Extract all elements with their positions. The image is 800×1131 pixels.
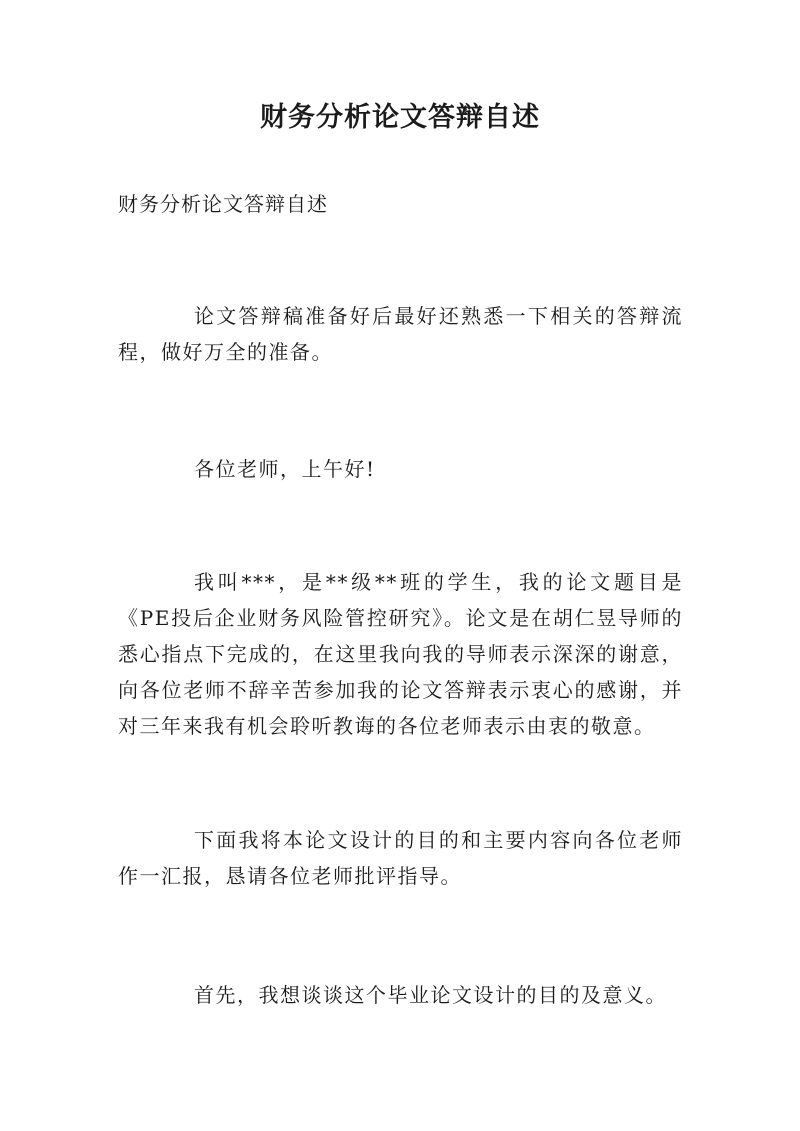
paragraph-5: 首先，我想谈谈这个毕业论文设计的目的及意义。 [194,983,667,1007]
paragraph-1: 论文答辩稿准备好后最好还熟悉一下相关的答辩流程，做好万全的准备。 [118,304,683,364]
paragraph-3: 我叫***，是**级**班的学生，我的论文题目是《PE投后企业财务风险管控研究》。论文是在胡仁昱导师的悉心指点下完成的，在这里我向我的导师表示深深的谢意，向各位老师不辞辛苦参加我的论文答辩表示衷心的感谢，并对三年来我有机会聆听教诲的各位老师表示由衷的敬意。 [118,570,683,738]
paragraph-2: 各位老师，上午好! [194,457,376,481]
document-subtitle: 财务分析论文答辩自述 [118,192,328,216]
paragraph-4: 下面我将本论文设计的目的和主要内容向各位老师作一汇报，恳请各位老师批评指导。 [118,828,683,888]
document-title: 财务分析论文答辩自述 [260,102,540,133]
